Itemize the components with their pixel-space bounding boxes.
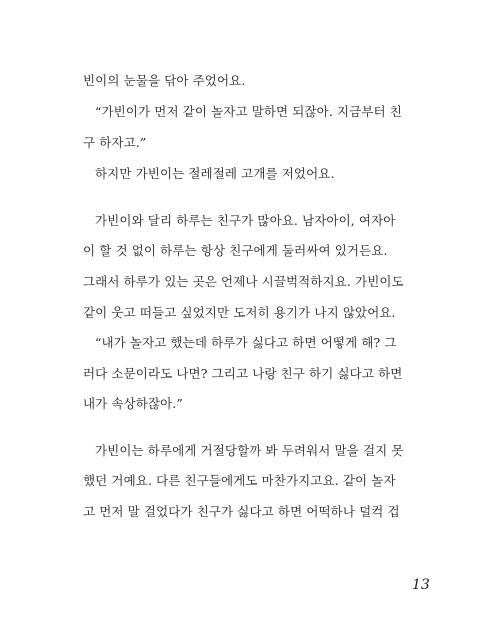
text-line-12: 가빈이는 하루에게 거절당할까 봐 두려워서 말을 걸지 못 <box>95 443 404 458</box>
text-line-5: 가빈이와 달리 하루는 친구가 많아요. 남자아이, 여자아 <box>95 213 396 228</box>
text-line-8: 같이 웃고 떠들고 싶었지만 도저히 용기가 나지 않았어요. <box>83 305 396 320</box>
text-line-7: 그래서 하루가 있는 곳은 언제나 시끌벅적하지요. 가빈이도 <box>83 274 404 289</box>
page-number: 13 <box>412 577 430 593</box>
text-line-4: 하지만 가빈이는 절레절레 고개를 저었어요. <box>95 166 335 181</box>
text-line-13: 했던 거예요. 다른 친구들에게도 마찬가지고요. 같이 놀자 <box>83 473 396 488</box>
text-line-2: “가빈이가 먼저 같이 놀자고 말하면 되잖아. 지금부터 친 <box>95 104 402 119</box>
text-line-1: 빈이의 눈물을 닦아 주었어요. <box>83 73 246 88</box>
text-line-11: 내가 속상하잖아.” <box>83 396 183 411</box>
text-line-14: 고 먼저 말 걸었다가 친구가 싫다고 하면 어떡하나 덜컥 겁 <box>83 504 400 519</box>
text-line-10: 러다 소문이라도 나면? 그리고 나랑 친구 하기 싫다고 하면 <box>83 366 403 381</box>
text-line-9: “내가 놀자고 했는데 하루가 싫다고 하면 어떻게 해? 그 <box>95 335 397 350</box>
text-line-3: 구 하자고.” <box>83 135 147 150</box>
text-line-6: 이 할 것 없이 하루는 항상 친구에게 둘러싸여 있거든요. <box>83 243 388 258</box>
